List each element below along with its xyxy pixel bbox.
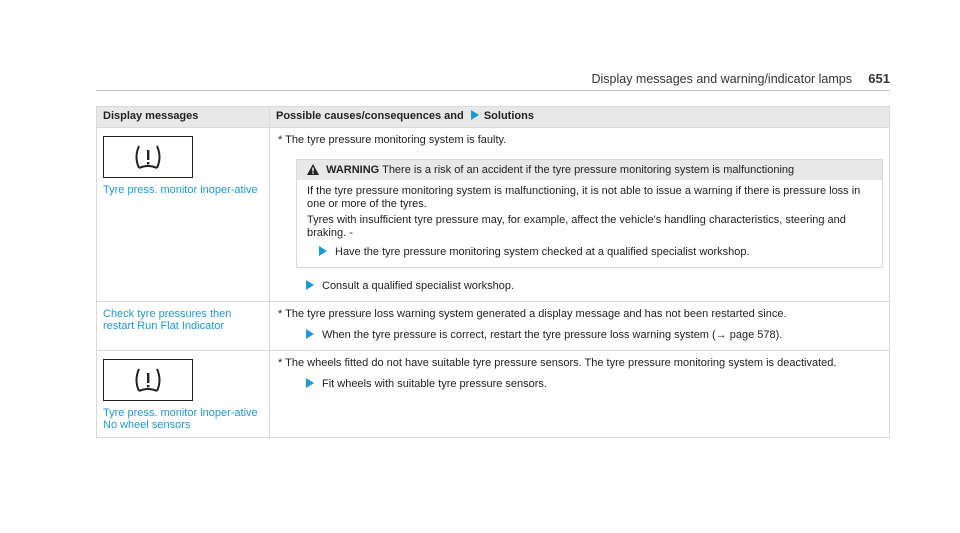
warning-header — [297, 160, 882, 180]
solution-item — [306, 329, 883, 342]
solution-text: When the tyre pressure is correct, restart the tyre pressure loss warning system (→ page 578). — [322, 329, 783, 341]
warning-triangle-icon — [307, 164, 319, 175]
warning-body — [297, 180, 882, 267]
warning-paragraph: Tyres with insufficient tyre pressure may, for example, affect the vehicle's handling characteristics, steering and braking. - — [307, 214, 846, 239]
warning-headline: There is a risk of an accident if the tyre pressure monitoring system is malfunctioning — [382, 164, 795, 176]
page-header — [96, 68, 890, 91]
table-row — [97, 302, 890, 351]
display-message-text: Tyre press. monitor inoper-ative — [103, 184, 258, 196]
solution-item — [306, 378, 883, 391]
col-header-causes-label: Possible causes/consequences and — [276, 110, 464, 122]
solution-arrow-icon — [319, 246, 327, 256]
table-row — [97, 351, 890, 438]
col-header-causes-solutions — [270, 107, 890, 128]
cause-text: * The tyre pressure monitoring system is faulty. — [278, 134, 507, 146]
page-number: 651 — [868, 71, 890, 86]
display-messages-table — [96, 106, 890, 438]
warning-solution-text: Have the tyre pressure monitoring system checked at a qualified specialist workshop. — [335, 246, 750, 258]
solution-arrow-icon — [306, 378, 314, 388]
solution-text: Consult a qualified specialist workshop. — [322, 280, 514, 292]
display-message-text: Tyre press. monitor inoper-ative No wheel sensors — [103, 407, 258, 431]
tyre-pressure-warning-icon — [103, 359, 193, 401]
causes-cell — [270, 302, 890, 351]
solution-arrow-icon — [306, 329, 314, 339]
col-header-solutions-label: Solutions — [483, 110, 534, 122]
solution-item — [306, 280, 883, 293]
display-message-text: Check tyre pressures then restart Run Flat Indicator — [103, 308, 232, 332]
col-header-display-messages: Display messages — [97, 107, 270, 128]
cause-text: * The tyre pressure loss warning system generated a display message and has not been restarted since. — [278, 308, 787, 320]
message-cell — [97, 128, 270, 302]
causes-cell — [270, 351, 890, 438]
message-cell — [97, 302, 270, 351]
message-cell — [97, 351, 270, 438]
solution-arrow-icon — [306, 280, 314, 290]
header-title: Display messages and warning/indicator lamps — [591, 72, 852, 86]
solution-arrow-icon — [471, 110, 479, 120]
solution-text: Fit wheels with suitable tyre pressure sensors. — [322, 378, 547, 390]
table-row — [97, 128, 890, 302]
warning-box — [296, 159, 883, 268]
table-header-row — [97, 107, 890, 128]
warning-label: WARNING — [326, 164, 380, 176]
warning-solution — [319, 246, 872, 259]
causes-cell — [270, 128, 890, 302]
tyre-pressure-warning-icon — [103, 136, 193, 178]
cause-text: * The wheels fitted do not have suitable tyre pressure sensors. The tyre pressure monitoring system is deactivated. — [278, 357, 837, 369]
warning-paragraph: If the tyre pressure monitoring system is malfunctioning, it is not able to issue a warning if there is pressure loss in one or more of the tyres. — [307, 185, 861, 210]
